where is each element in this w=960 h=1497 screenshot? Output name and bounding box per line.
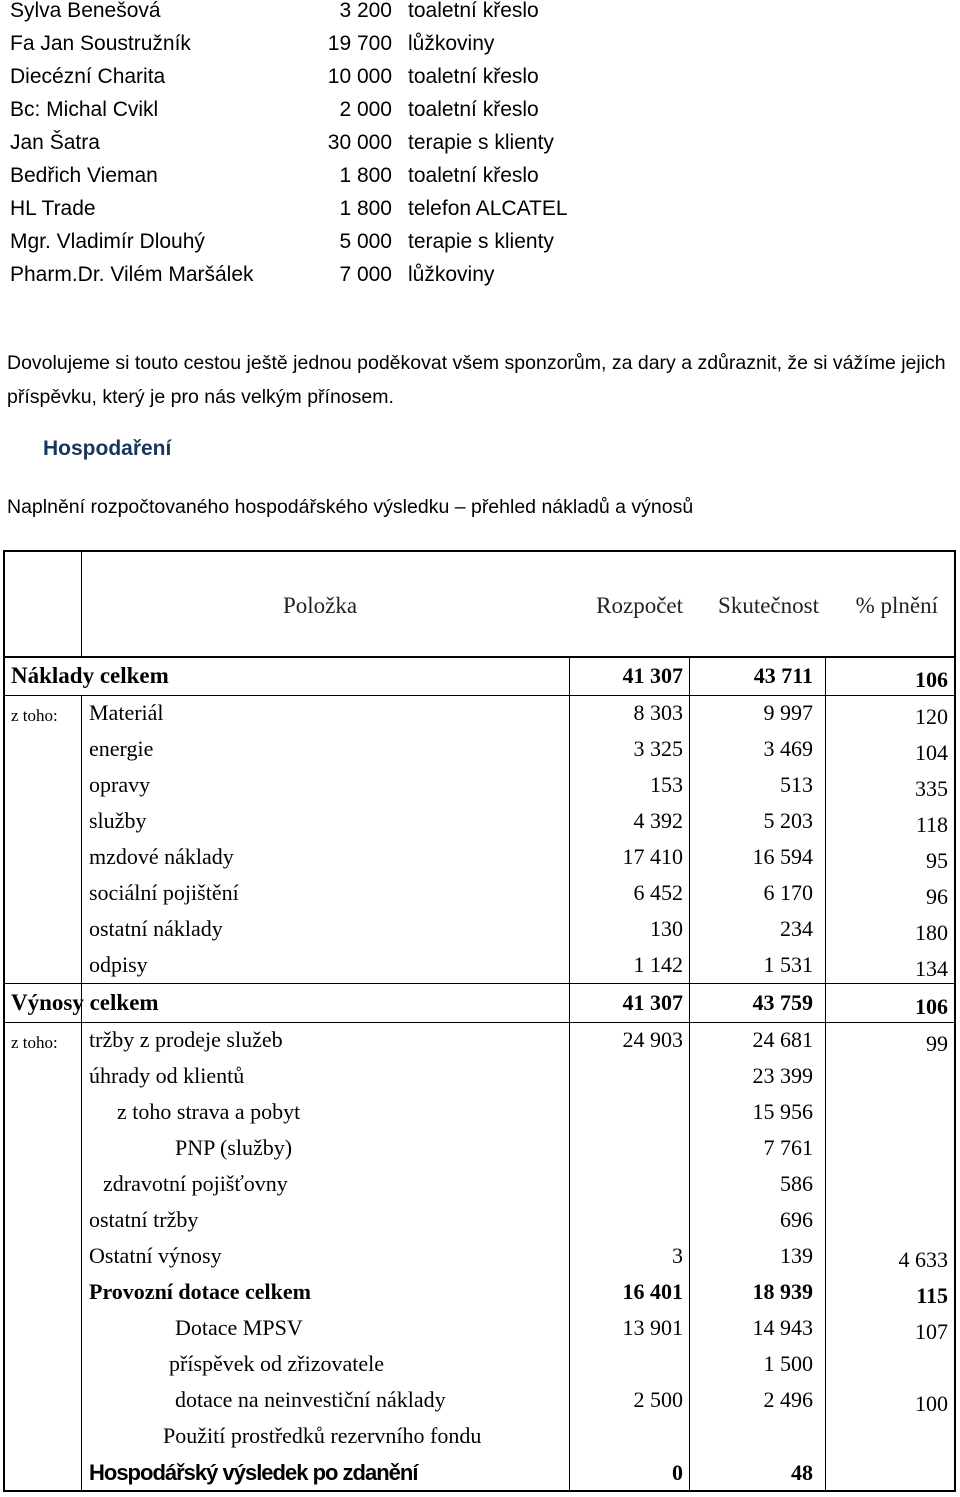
sponsor-amount: 1 800 <box>339 197 392 220</box>
sponsor-item: toaletní křeslo <box>408 65 539 88</box>
column-line <box>81 695 82 1492</box>
thanks-paragraph: Dovolujeme si touto cestou ještě jednou poděkovat všem sponzorům, za dary a zdůraznit, že si vážíme jejich příspěvku, který je pro nás velkým přínosem. <box>7 352 946 408</box>
sponsor-name: Pharm.Dr. Vilém Maršálek <box>10 263 254 286</box>
row-actual: 696 <box>780 1207 813 1232</box>
row-budget: 3 <box>672 1243 683 1268</box>
row-actual: 14 943 <box>752 1315 813 1340</box>
sponsor-name: Diecézní Charita <box>10 65 166 88</box>
row-actual: 43 759 <box>752 990 813 1015</box>
sponsor-item: lůžkoviny <box>408 263 495 286</box>
table-border-bottom <box>3 1490 956 1492</box>
row-separator <box>3 983 956 984</box>
row-percent: 107 <box>915 1319 948 1344</box>
sponsor-name: Bc: Michal Cvikl <box>10 98 159 121</box>
sponsor-amount: 1 800 <box>339 164 392 187</box>
row-actual: 1 500 <box>763 1351 813 1376</box>
row-budget: 4 392 <box>633 808 683 833</box>
row-actual: 586 <box>780 1171 813 1196</box>
row-percent: 118 <box>915 812 948 837</box>
sponsor-amount: 3 200 <box>339 0 392 22</box>
row-label: Materiál <box>89 700 164 725</box>
row-actual: 7 761 <box>763 1135 813 1160</box>
sponsor-item: toaletní křeslo <box>408 164 539 187</box>
row-actual: 234 <box>780 916 813 941</box>
sponsor-name: Fa Jan Soustružník <box>10 32 191 55</box>
sponsor-amount: 2 000 <box>339 98 392 121</box>
row-budget: 2 500 <box>633 1387 683 1412</box>
row-budget: 1 142 <box>633 952 683 977</box>
row-percent: 115 <box>916 1283 948 1308</box>
row-actual: 513 <box>780 772 813 797</box>
sponsor-item: toaletní křeslo <box>408 0 539 22</box>
row-percent: 104 <box>915 740 948 765</box>
column-line <box>81 550 82 656</box>
section-heading: Hospodaření <box>43 437 172 460</box>
sponsor-item: lůžkoviny <box>408 32 495 55</box>
header-actual: Skutečnost <box>718 593 819 618</box>
row-label: dotace na neinvestiční náklady <box>175 1387 446 1412</box>
sponsor-item: terapie s klienty <box>408 230 554 253</box>
row-separator <box>3 1022 956 1023</box>
row-label: mzdové náklady <box>89 844 234 869</box>
row-separator <box>3 695 956 696</box>
row-percent: 106 <box>915 667 948 692</box>
row-label: služby <box>89 808 147 833</box>
row-label: Použití prostředků rezervního fondu <box>163 1423 482 1448</box>
row-actual: 5 203 <box>763 808 813 833</box>
row-label: zdravotní pojišťovny <box>103 1171 288 1196</box>
row-label: Výnosy celkem <box>11 990 159 1015</box>
sponsor-amount: 30 000 <box>327 131 392 154</box>
row-percent: 100 <box>915 1391 948 1416</box>
sponsor-amount: 7 000 <box>339 263 392 286</box>
row-label: Dotace MPSV <box>175 1315 303 1340</box>
sponsor-item: telefon ALCATEL <box>408 197 568 220</box>
row-actual: 48 <box>791 1460 813 1485</box>
row-budget: 24 903 <box>622 1027 683 1052</box>
row-actual: 1 531 <box>763 952 813 977</box>
row-budget: 0 <box>672 1460 683 1485</box>
row-actual: 139 <box>780 1243 813 1268</box>
row-label: Provozní dotace celkem <box>89 1279 311 1304</box>
sponsor-name: Sylva Benešová <box>10 0 161 22</box>
row-percent: 95 <box>926 848 948 873</box>
row-label: ostatní náklady <box>89 916 223 941</box>
row-actual: 6 170 <box>763 880 813 905</box>
row-label: tržby z prodeje služeb <box>89 1027 283 1052</box>
row-percent: 134 <box>915 956 948 981</box>
row-label: odpisy <box>89 952 148 977</box>
sponsor-name: Mgr. Vladimír Dlouhý <box>10 230 205 253</box>
row-actual: 43 711 <box>753 663 813 688</box>
row-percent: 335 <box>915 776 948 801</box>
row-budget: 41 307 <box>622 990 683 1015</box>
row-budget: 41 307 <box>622 663 683 688</box>
row-budget: 6 452 <box>633 880 683 905</box>
row-actual: 16 594 <box>752 844 813 869</box>
row-label: Náklady celkem <box>11 663 169 688</box>
row-percent: 99 <box>926 1031 948 1056</box>
row-budget: 8 303 <box>633 700 683 725</box>
row-budget: 16 401 <box>622 1279 683 1304</box>
row-label: úhrady od klientů <box>89 1063 245 1088</box>
row-percent: 106 <box>915 994 948 1019</box>
row-label: z toho strava a pobyt <box>117 1099 301 1124</box>
header-percent: % plnění <box>855 593 938 618</box>
row-actual: 2 496 <box>763 1387 813 1412</box>
row-actual: 9 997 <box>763 700 813 725</box>
table-border-left <box>3 550 5 1492</box>
sponsor-amount: 10 000 <box>327 65 392 88</box>
sponsor-amount: 5 000 <box>339 230 392 253</box>
sponsor-item: toaletní křeslo <box>408 98 539 121</box>
sponsor-amount: 19 700 <box>327 32 392 55</box>
row-label: energie <box>89 736 154 761</box>
row-percent: 4 633 <box>898 1247 948 1272</box>
row-label: ostatní tržby <box>89 1207 199 1232</box>
row-percent: 180 <box>915 920 948 945</box>
row-actual: 18 939 <box>752 1279 813 1304</box>
sponsor-name: Jan Šatra <box>10 131 100 154</box>
header-separator <box>3 656 956 658</box>
row-budget: 13 901 <box>622 1315 683 1340</box>
header-budget: Rozpočet <box>596 593 683 618</box>
row-percent: 96 <box>926 884 948 909</box>
table-border-top <box>3 550 956 552</box>
row-budget: 153 <box>650 772 683 797</box>
row-actual: 3 469 <box>763 736 813 761</box>
row-actual: 23 399 <box>752 1063 813 1088</box>
row-label: PNP (služby) <box>175 1135 293 1160</box>
row-percent: 120 <box>915 704 948 729</box>
row-prefix: z toho: <box>11 1033 58 1052</box>
row-label: Ostatní výnosy <box>89 1243 222 1268</box>
sponsor-name: HL Trade <box>10 197 96 220</box>
row-actual: 24 681 <box>752 1027 813 1052</box>
row-label: sociální pojištění <box>89 880 239 905</box>
sponsor-name: Bedřich Vieman <box>10 164 158 187</box>
table-border-right <box>954 550 956 1492</box>
row-budget: 130 <box>650 916 683 941</box>
budget-table <box>3 550 956 1492</box>
row-budget: 17 410 <box>622 844 683 869</box>
row-label: opravy <box>89 772 151 797</box>
row-budget: 3 325 <box>633 736 683 761</box>
row-actual: 15 956 <box>752 1099 813 1124</box>
sponsor-item: terapie s klienty <box>408 131 554 154</box>
row-prefix: z toho: <box>11 706 58 725</box>
header-item: Položka <box>283 593 358 618</box>
row-label: příspěvek od zřizovatele <box>169 1351 385 1376</box>
row-label: Hospodářský výsledek po zdanění <box>89 1460 418 1485</box>
section-subtitle: Naplnění rozpočtovaného hospodářského výsledku – přehled nákladů a výnosů <box>7 496 694 518</box>
